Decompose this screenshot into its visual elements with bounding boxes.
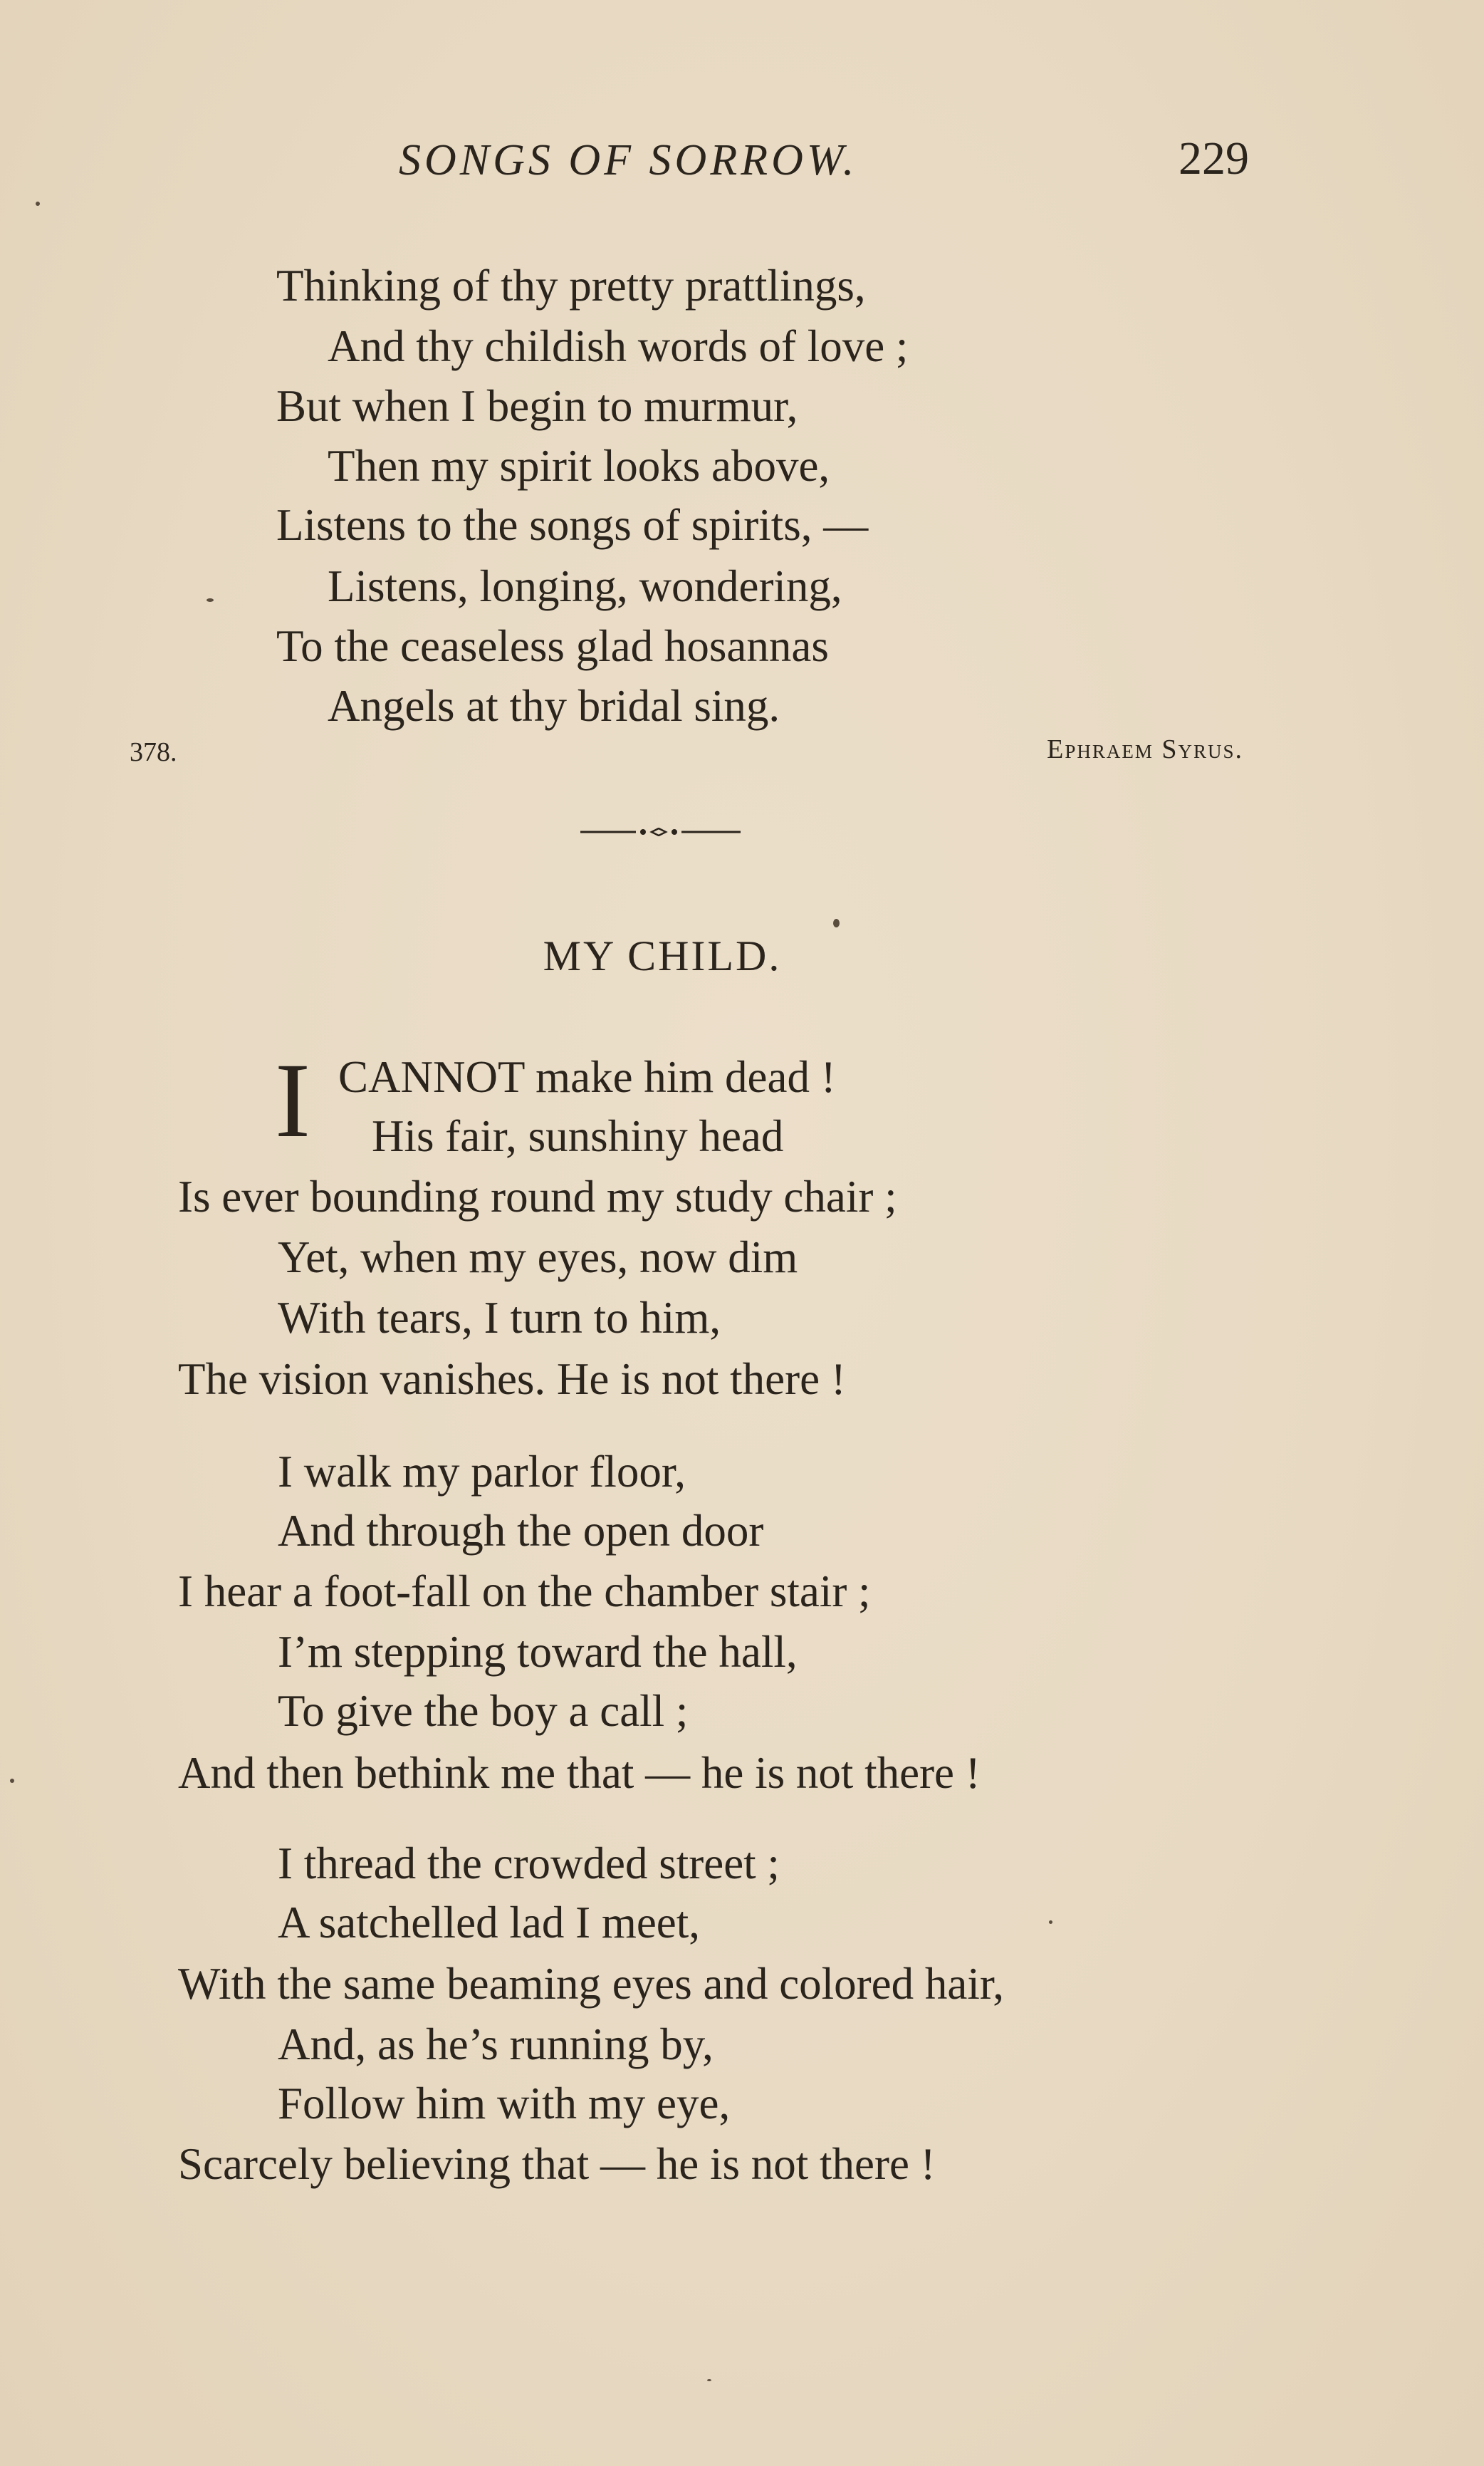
paper-speck [10, 1779, 14, 1783]
poem-line: With the same beaming eyes and colored hair, [178, 1959, 1005, 2009]
paper-speck [1049, 1920, 1052, 1924]
poem-line: I’m stepping toward the hall, [278, 1627, 798, 1677]
poem-line: His fair, sunshiny head [372, 1111, 784, 1161]
poem-line: Follow him with my eye, [278, 2079, 731, 2128]
poem-line: CANNOT make him dead ! [338, 1052, 836, 1102]
poem-line: I walk my parlor floor, [278, 1447, 686, 1497]
poem-line: And then bethink me that — he is not there ! [178, 1748, 981, 1798]
page-number: 229 [1179, 132, 1249, 184]
poem-line: And, as he’s running by, [278, 2019, 714, 2069]
drop-cap: I [275, 1041, 310, 1160]
poem-line: Thinking of thy pretty prattlings, [276, 261, 866, 311]
paper-speck [833, 919, 840, 927]
poem-line: Is ever bounding round my study chair ; [178, 1172, 897, 1222]
poem-line: I thread the crowded street ; [278, 1838, 780, 1888]
paper-speck [707, 2379, 711, 2381]
paper-speck [36, 202, 40, 206]
poem-line: To give the boy a call ; [278, 1686, 689, 1736]
poem-line: Angels at thy bridal sing. [328, 681, 780, 731]
poem-line: Then my spirit looks above, [328, 441, 830, 491]
running-title: SONGS OF SORROW. [399, 136, 858, 184]
poem-title: MY CHILD. [543, 932, 782, 979]
paper-speck [207, 598, 214, 602]
poem-number: 378. [130, 737, 177, 767]
poem-author: Ephraem Syrus. [1047, 734, 1243, 764]
poem-line: Yet, when my eyes, now dim [278, 1232, 798, 1282]
poem-line: But when I begin to murmur, [276, 381, 798, 431]
poem-line: Listens to the songs of spirits, — [276, 500, 869, 550]
poem-line: And thy childish words of love ; [328, 321, 909, 371]
poem-line: Scarcely believing that — he is not there ! [178, 2139, 936, 2189]
poem-line: To the ceaseless glad hosannas [276, 621, 829, 671]
poem-line: I hear a foot-fall on the chamber stair ; [178, 1566, 871, 1616]
poem-line: A satchelled lad I meet, [278, 1898, 701, 1947]
section-divider-ornament [580, 828, 741, 836]
poem-line: The vision vanishes. He is not there ! [178, 1354, 846, 1404]
poem-line: Listens, longing, wondering, [328, 561, 842, 611]
poem-line: And through the open door [278, 1506, 764, 1556]
poem-line: With tears, I turn to him, [278, 1293, 721, 1343]
